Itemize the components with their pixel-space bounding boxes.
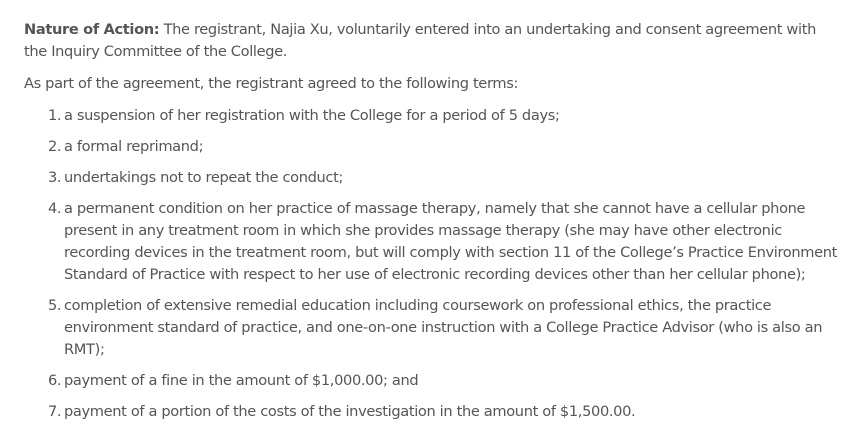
term-number: 3. — [48, 169, 62, 186]
term-item-7 — [48, 401, 839, 423]
term-number: 7. — [48, 403, 62, 420]
nature-of-action-paragraph — [24, 19, 839, 63]
term-number: 5. — [48, 297, 62, 314]
term-number: 6. — [48, 372, 62, 389]
terms-list — [24, 105, 839, 423]
term-text: a permanent condition on her practice of massage therapy, namely that she cannot have a cellular phone present in any treatment room in which she provides massage therapy (she may have other electronic recording devices in the treatment room, but will comply with section 11 of the College’s Practice Environment Standard of Practice with respect to her use of electronic recording devices other than her cellular phone); — [64, 200, 838, 283]
term-item-2 — [48, 136, 839, 158]
term-number: 2. — [48, 138, 62, 155]
term-item-6 — [48, 370, 839, 392]
term-item-3 — [48, 167, 839, 189]
term-text: payment of a fine in the amount of $1,000.00; and — [64, 372, 419, 389]
term-item-5 — [48, 295, 839, 361]
term-number: 4. — [48, 200, 62, 217]
term-item-4 — [48, 198, 839, 286]
term-item-1 — [48, 105, 839, 127]
term-text: a suspension of her registration with the College for a period of 5 days; — [64, 107, 560, 124]
terms-intro: As part of the agreement, the registrant agreed to the following terms: — [24, 75, 519, 92]
term-text: a formal reprimand; — [64, 138, 204, 155]
nature-of-action-label: Nature of Action: — [24, 21, 160, 38]
term-text: payment of a portion of the costs of the investigation in the amount of $1,500.00. — [64, 403, 636, 420]
term-text: completion of extensive remedial education including coursework on professional ethics, the practice environment standard of practice, and one-on-one instruction with a College Practice Advisor (who is also an RMT); — [64, 297, 823, 358]
nature-of-action-text: The registrant, Najia Xu, voluntarily entered into an undertaking and consent agreement with the Inquiry Committee of the College. — [24, 21, 816, 60]
term-number: 1. — [48, 107, 62, 124]
term-text: undertakings not to repeat the conduct; — [64, 169, 344, 186]
